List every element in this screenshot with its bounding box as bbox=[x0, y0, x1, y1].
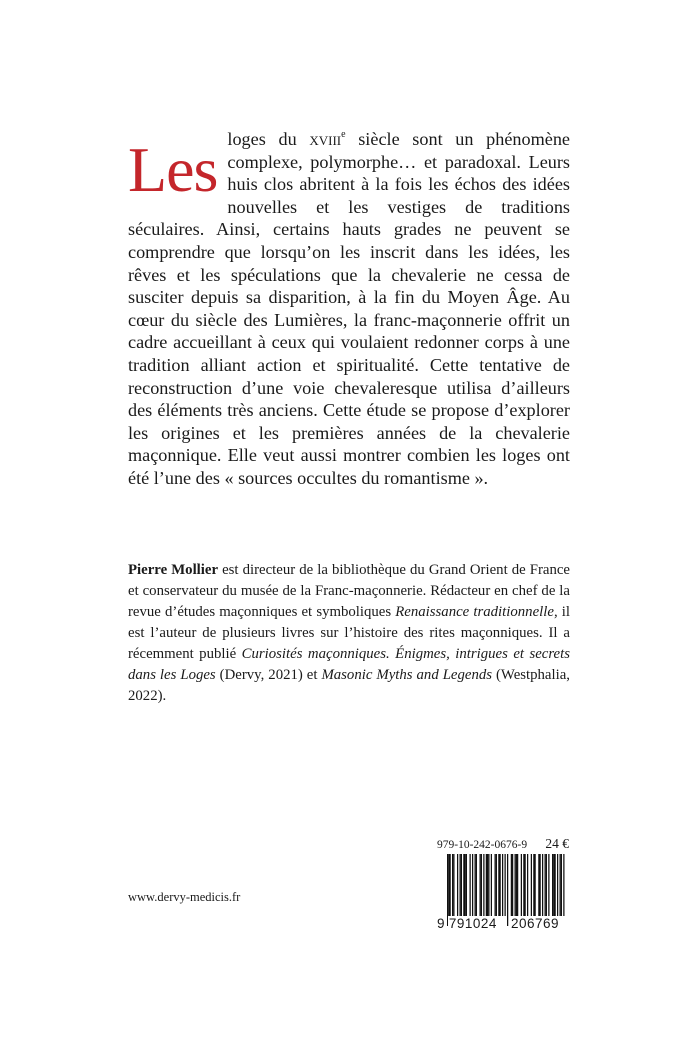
author-bio-text: (Dervy, 2021) et bbox=[215, 667, 322, 683]
barcode-bar bbox=[481, 854, 482, 916]
barcode-bar bbox=[533, 854, 534, 916]
barcode-bar bbox=[531, 854, 532, 916]
barcode-bar bbox=[460, 854, 461, 916]
author-bio-text: (Westphalia, 2022). bbox=[128, 667, 570, 704]
barcode-bar bbox=[546, 854, 547, 916]
barcode-bar bbox=[523, 854, 524, 916]
barcode-bar bbox=[502, 854, 503, 916]
barcode-bar bbox=[540, 854, 541, 916]
barcode-bar bbox=[472, 854, 473, 916]
barcode-bar bbox=[517, 854, 518, 916]
barcode-bar bbox=[487, 854, 488, 916]
barcode-first-digit: 9 bbox=[437, 916, 446, 931]
barcode-bar bbox=[470, 854, 471, 916]
drop-cap: Les bbox=[128, 134, 218, 205]
price: 24 € bbox=[545, 836, 569, 851]
barcode-bar bbox=[495, 854, 496, 916]
journal-title: Renaissance traditionnelle bbox=[395, 604, 554, 620]
author-bio bbox=[128, 560, 570, 707]
book-title: Masonic Myths and Legends bbox=[321, 667, 493, 683]
barcode-bar bbox=[500, 854, 501, 916]
back-cover-blurb bbox=[128, 128, 570, 490]
barcode-bar bbox=[463, 854, 464, 916]
barcode-bar bbox=[496, 854, 497, 916]
barcode-bar bbox=[476, 854, 477, 916]
author-name: Pierre Mollier bbox=[128, 562, 219, 578]
barcode-bar bbox=[538, 854, 539, 916]
barcode-bar bbox=[555, 854, 556, 916]
barcode-bar bbox=[553, 854, 554, 916]
blurb-text-start: loges du bbox=[227, 129, 310, 149]
barcode-digit-group-right: 206769 bbox=[510, 916, 569, 931]
barcode-bar bbox=[560, 854, 561, 916]
barcode-bar bbox=[542, 854, 543, 916]
barcode-bar bbox=[535, 854, 536, 916]
barcode-bar bbox=[480, 854, 481, 916]
century-suffix: e bbox=[341, 129, 346, 140]
barcode-bar bbox=[511, 854, 512, 916]
barcode-bar bbox=[475, 854, 476, 916]
barcode-bar bbox=[525, 854, 526, 916]
book-title: Curiosités maçonniques. Énigmes, intrigues et secrets dans les Loges bbox=[128, 646, 570, 683]
barcode-digit-group-left: 791024 bbox=[448, 916, 507, 931]
barcode-bar bbox=[552, 854, 553, 916]
barcode-bar bbox=[515, 854, 516, 916]
barcode-bar bbox=[486, 854, 487, 916]
barcode-bar bbox=[545, 854, 546, 916]
isbn-price-row bbox=[437, 836, 569, 852]
publisher-website: www.dervy-medicis.fr bbox=[128, 890, 241, 904]
barcode-bar bbox=[498, 854, 499, 916]
barcode-bar bbox=[465, 854, 466, 916]
barcode-bar bbox=[457, 854, 458, 916]
author-bio-text: , il est l’auteur de plusieurs livres sur l’histoire des rites maçonniques. Il a récemment publié bbox=[128, 604, 571, 662]
barcode-bar bbox=[466, 854, 467, 916]
blurb-text: siècle sont un phénomène complexe, polymorphe… et paradoxal. Leurs huis clos abritent à la fois les échos des idées nouvelles et les vestiges de traditions séculaires. Ainsi, certains hauts grades ne peuvent se comprendre que lorsqu’on les inscrit dans les idées, les rêves et les spéculations que la chevalerie ne cessa de susciter depuis sa disparition, à la fin du Moyen Âge. Au cœur du siècle des Lumières, la franc-maçonnerie offrit un cadre accueillant à ceux qui voulaient redonner corps à une tradition alliant action et spiritualité. Cette tentative de reconstruction d’une voie chevaleresque utilisa d’ailleurs des éléments très anciens. Cette étude se propose d’explorer les origines et les premières années de la chevalerie maçonnique. Elle veut aussi montrer combien les loges ont été l’une des « sources occultes du romantisme ». bbox=[128, 129, 570, 488]
barcode-bar bbox=[453, 854, 454, 916]
century-numeral: xviii bbox=[309, 129, 342, 149]
barcode-bar bbox=[516, 854, 517, 916]
barcode-bar bbox=[527, 854, 528, 916]
barcode-bar bbox=[557, 854, 558, 916]
author-bio-text: est directeur de la bibliothèque du Grand Orient de France et conservateur du musée de la Franc-maçonnerie. Rédacteur en chef de la revue d’études maçonniques et symboliques bbox=[128, 562, 571, 620]
barcode-bar bbox=[521, 854, 522, 916]
barcode-bar bbox=[452, 854, 453, 916]
barcode-bar bbox=[461, 854, 462, 916]
barcode-bar bbox=[491, 854, 492, 916]
barcode-bar bbox=[548, 854, 549, 916]
isbn: 979-10-242-0676-9 bbox=[437, 839, 528, 851]
barcode-bar bbox=[488, 854, 489, 916]
barcode-bar bbox=[483, 854, 484, 916]
barcode-digits bbox=[437, 916, 569, 931]
barcode-bar bbox=[512, 854, 513, 916]
